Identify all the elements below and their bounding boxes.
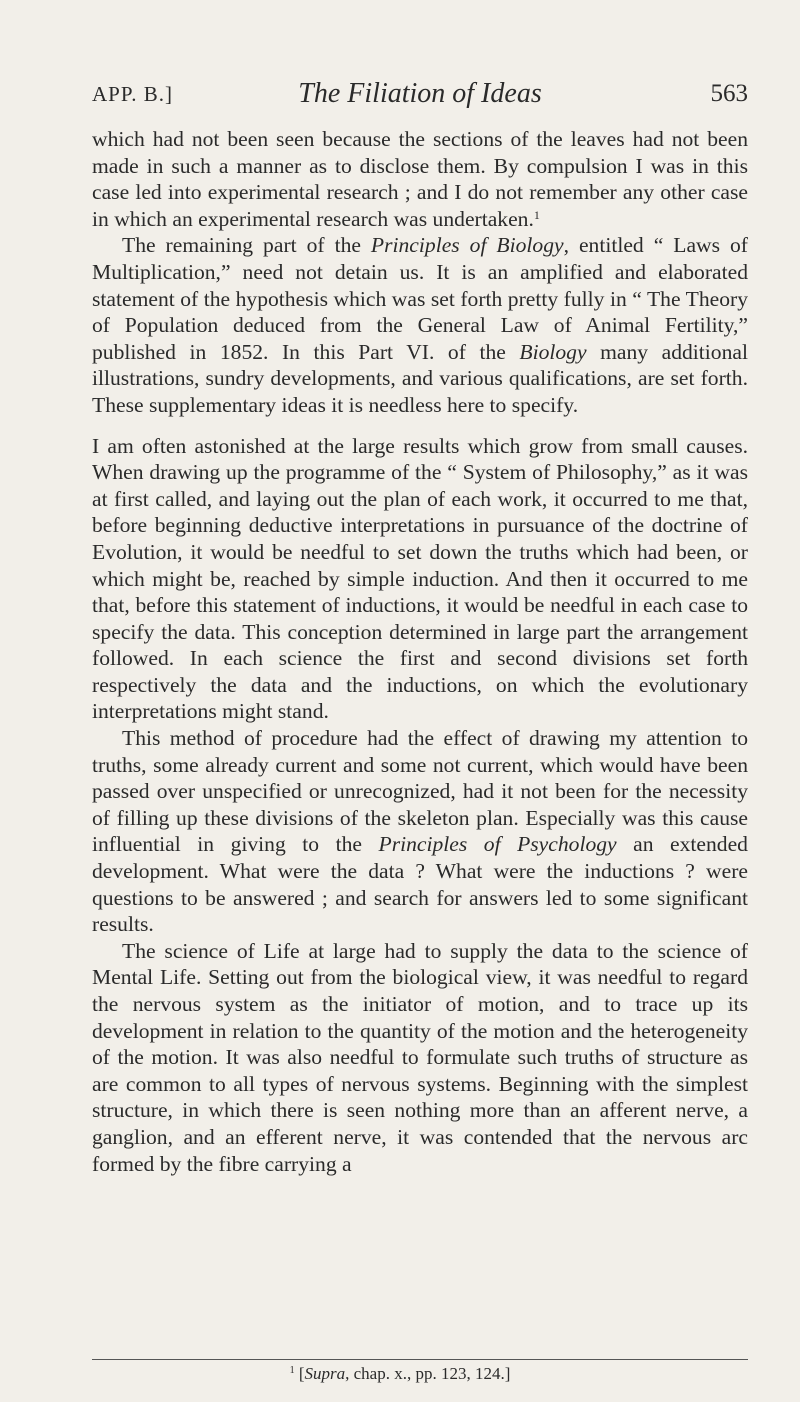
book-title: Biology [519,339,587,364]
paragraph-text: I am often astonished at the large results which grow from small causes. When drawing up the programme of the “ System of Philosophy,” as it was at first called, and laying out the plan of each work, it occurred to me that, before beginning deductive interpretations in pursuance of the doctrine of Evolution, it would be needful to set down the truths which had been, or which might be, reached by simple induction. And then it occurred to me that, before this statement of inductions, it would be needful in each case to specify the data. This conception determined in large part the arrangement followed. In each science the first and second divisions set forth respectively the data and the inductions, on which the evolutionary interpretations might stand. [92,433,748,724]
paragraph-2 [92,232,748,418]
footnote-italic: Supra [304,1364,346,1383]
page-number: 563 [710,80,748,107]
appendix-label: APP. B.] [92,82,173,106]
running-header [92,78,748,118]
paragraph-text: which had not been seen because the sections of the leaves had not been made in such a manner as to disclose them. By compulsion I was in this case led into experimental research ; and I do not remember any other case in which an experimental research was undertaken. [92,127,748,231]
paragraph-text: an extended development. What were the data ? What were the inductions ? were questions to be answered ; and search for answers led to some significant results. [92,832,748,937]
paragraph-1 [92,126,748,232]
footnote-bracket: [ [298,1364,305,1383]
main-text [92,126,748,1177]
paragraph-4 [92,725,748,938]
paragraph-text: many additional illustrations, sundry developments, and various qualifications, are set forth. These supplementary ideas it is needless here to specify. [92,339,748,417]
footnote-marker: 1 [533,207,540,222]
running-title: The Filiation of Ideas [298,78,542,109]
paragraph-text: , entitled “ Laws of Multiplication,” need not detain us. It is an amplified and elaborated statement of the hypothesis which was set forth pretty fully in “ The Theory of Population deduced from the General Law of Animal Fertility,” published in 1852. In this Part VI. of the [92,233,748,364]
paragraph-text: This method of procedure had the effect of drawing my attention to truths, some already current and some not current, which would have been passed over unspecified or unrecognized, had it not been for the necessity of filling up these divisions of the skeleton plan. Especially was this cause influential in giving to the [92,726,748,857]
paragraph-3 [92,433,748,726]
paragraph-5 [92,938,748,1177]
paragraph-text: The remaining part of the [122,233,371,258]
book-title: Principles of Psychology [378,832,617,857]
footnote-number: 1 [289,1365,295,1376]
footnote-text: , chap. x., pp. 123, 124.] [345,1364,511,1383]
footnote-rule [92,1359,748,1360]
book-title: Principles of Biology [370,233,564,258]
footnote [0,1364,800,1384]
paragraph-text: The science of Life at large had to supply the data to the science of Mental Life. Setting out from the biological view, it was needful to regard the nervous system as the initiator of motion, and to trace up its development in relation to the quantity of the motion and the heterogeneity of the motion. It was also needful to formulate such truths of structure as are common to all types of nervous systems. Beginning with the simplest structure, in which there is seen nothing more than an afferent nerve, a ganglion, and an efferent nerve, it was contended that the nervous arc formed by the fibre carrying a [92,938,748,1176]
